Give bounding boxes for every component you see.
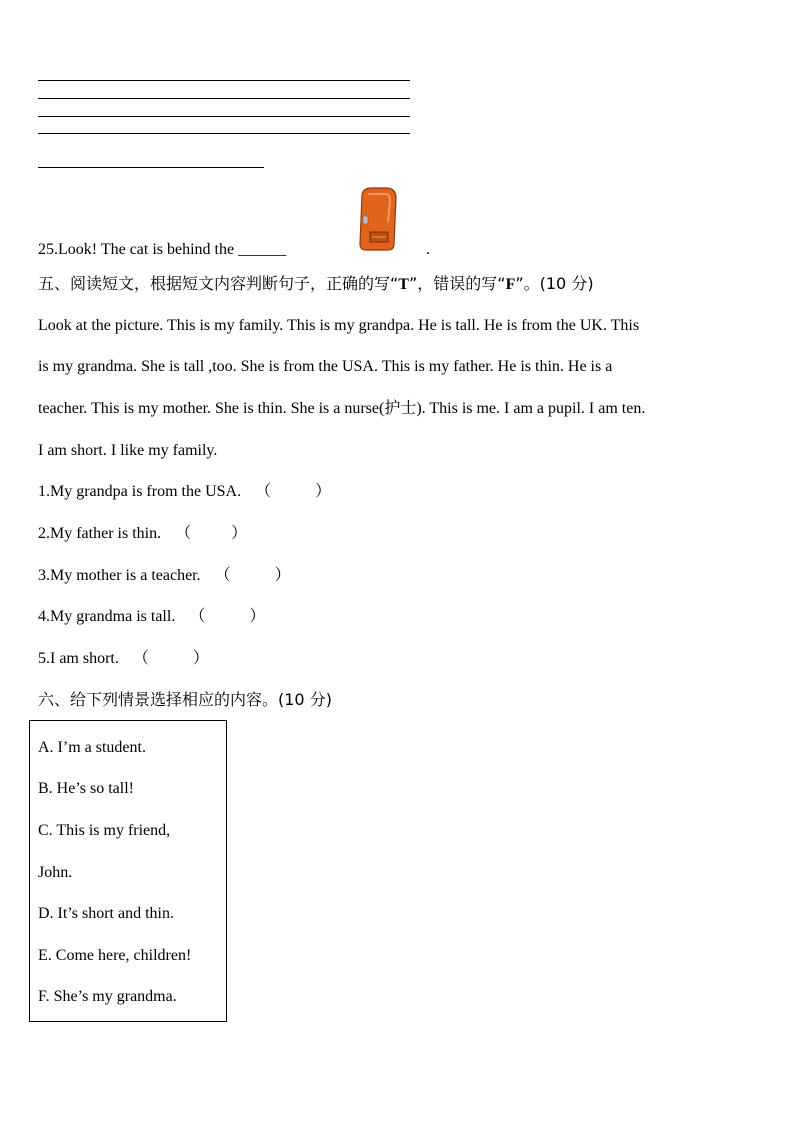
tf-question-2: 2.My father is thin. （ ） [38,525,248,542]
option-item: E. Come here, children! [38,947,192,964]
option-item: C. This is my friend, [38,822,171,839]
option-item: A. I’m a student. [38,739,146,756]
passage-line: I am short. I like my family. [38,442,218,459]
question-25 [38,240,286,260]
answer-bracket[interactable]: （ ） [132,650,209,667]
question-25-text: 25.Look! The cat is behind the [38,241,235,258]
options-box [29,720,227,1022]
answer-bracket[interactable]: （ ） [175,525,248,542]
passage-line: teacher. This is my mother. She is thin. She is a nurse(护士). This is me. I am a pupil. I am ten. [38,400,646,417]
passage-line: Look at the picture. This is my family. This is my grandpa. He is tall. He is from the UK. This [38,317,640,334]
option-item: F. She’s my grandma. [38,988,177,1005]
answer-bracket[interactable]: （ ） [255,483,332,500]
tf-question-5: 5.I am short. （ ） [38,650,209,667]
section-5-title: 五、阅读短文，根据短文内容判断句子，正确的写“T”，错误的写“F”。(10 分) [38,274,594,293]
writing-line-2[interactable] [38,98,410,99]
passage-line: is my grandma. She is tall ,too. She is from the USA. This is my father. He is thin. He is a [38,358,613,375]
answer-bracket[interactable]: （ ） [214,567,291,584]
option-item: D. It’s short and thin. [38,905,174,922]
writing-line-3[interactable] [38,116,410,117]
tf-question-3: 3.My mother is a teacher. （ ） [38,567,291,584]
question-25-blank[interactable]: ______ [238,241,287,258]
writing-line-1[interactable] [38,80,410,81]
tf-question-1: 1.My grandpa is from the USA. （ ） [38,483,332,500]
option-item: B. He’s so tall! [38,780,134,797]
tf-question-4: 4.My grandma is tall. （ ） [38,608,266,625]
door-icon [356,186,400,252]
writing-line-4[interactable] [38,133,410,134]
writing-line-5[interactable] [38,167,264,168]
answer-bracket[interactable]: （ ） [189,608,266,625]
option-item: John. [38,864,73,881]
question-25-period: . [426,241,430,258]
section-6-title: 六、给下列情景选择相应的内容。(10 分) [38,690,332,709]
